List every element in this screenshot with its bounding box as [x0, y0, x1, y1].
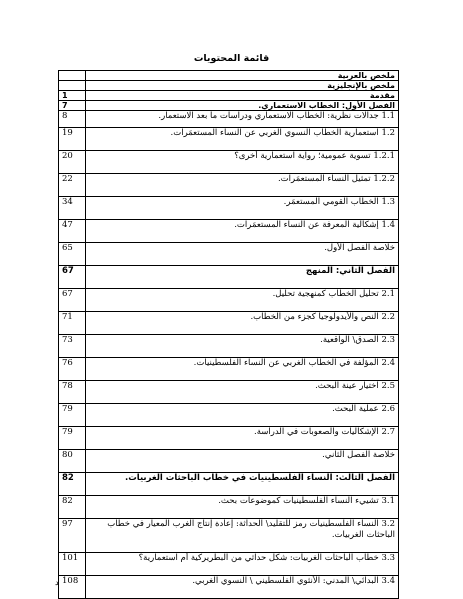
table-row — [59, 111, 399, 128]
table-row — [59, 128, 399, 151]
entry-title-cell: ملخص بالعربية — [86, 71, 399, 81]
page-number-cell: 71 — [59, 312, 86, 335]
table-row — [59, 312, 399, 335]
table-row — [59, 553, 399, 576]
page-number-cell — [59, 81, 86, 91]
table-row — [59, 358, 399, 381]
page-number-cell: 73 — [59, 335, 86, 358]
page-number-cell: 67 — [59, 266, 86, 289]
entry-title-cell: ملخص بالإنجليزية — [86, 81, 399, 91]
entry-title-cell: 3.4 البدائي\ المدني: الأنثوي الفلسطيني \ النسوي الغربي. — [86, 576, 399, 599]
entry-title-cell: 2.6 عملية البحث. — [86, 404, 399, 427]
page-number-cell: 8 — [59, 111, 86, 128]
page-number-cell: 7 — [59, 101, 86, 111]
table-row — [59, 91, 399, 101]
entry-title-cell: 3.2 النساء الفلسطينيات رمز للتقليد\ الحداثة: إعادة إنتاج الغرب المعيار في خطاب الباحثات الغربيات. — [86, 519, 399, 553]
entry-title-cell: 1.1 جدالات نظرية: الخطاب الاستعماري ودراسات ما بعد الاستعمار. — [86, 111, 399, 128]
table-row — [59, 151, 399, 174]
entry-title-cell: مقدمة — [86, 91, 399, 101]
page-number-cell: 47 — [59, 220, 86, 243]
page-number-cell: 67 — [59, 289, 86, 312]
entry-title-cell: 2.1 تحليل الخطاب كمنهجية تحليل. — [86, 289, 399, 312]
table-row — [59, 220, 399, 243]
entry-title-cell: 1.2 استعمارية الخطاب النسوي الغربي عن النساء المستعمَرات. — [86, 128, 399, 151]
page-number-cell: 76 — [59, 358, 86, 381]
entry-title-cell: 2.5 اختيار عينة البحث. — [86, 381, 399, 404]
entry-title-cell: 3.1 تشييء النساء الفلسطينيات كموضوعات بحث. — [86, 496, 399, 519]
page-number-cell: 20 — [59, 151, 86, 174]
entry-title-cell: 1.3 الخطاب القومي المستعمَر. — [86, 197, 399, 220]
table-row — [59, 450, 399, 473]
page-number-cell: 19 — [59, 128, 86, 151]
table-row — [59, 197, 399, 220]
page-number-cell: 82 — [59, 496, 86, 519]
entry-title-cell: خلاصة الفصل الأول. — [86, 243, 399, 266]
page-number-cell: 108 — [59, 576, 86, 599]
table-row — [59, 71, 399, 81]
page-marker: د — [55, 578, 59, 587]
table-row — [59, 576, 399, 599]
page-number-cell: 79 — [59, 427, 86, 450]
page-number-cell: 79 — [59, 404, 86, 427]
page-number-cell: 34 — [59, 197, 86, 220]
table-row — [59, 519, 399, 553]
table-row — [59, 243, 399, 266]
page-number-cell: 82 — [59, 473, 86, 496]
table-row — [59, 381, 399, 404]
entry-title-cell: 1.2.2 تمثيل النساء المستعمَرات. — [86, 174, 399, 197]
table-row — [59, 266, 399, 289]
entry-title-cell: 2.4 المؤلفة في الخطاب الغربي عن النساء الفلسطينيات. — [86, 358, 399, 381]
entry-title-cell: 3.3 خطاب الباحثات الغربيات: شكل حداثي من البطريركية أم استعمارية؟ — [86, 553, 399, 576]
page-number-cell: 1 — [59, 91, 86, 101]
entry-title-cell: 2.3 الصدق\ الواقعية. — [86, 335, 399, 358]
entry-title-cell: الفصل الثاني: المنهج — [86, 266, 399, 289]
page-number-cell: 65 — [59, 243, 86, 266]
entry-title-cell: 1.2.1 تسوية عمومية؛ رواية استعمارية أخرى؟ — [86, 151, 399, 174]
table-row — [59, 101, 399, 111]
page-number-cell: 101 — [59, 553, 86, 576]
table-row — [59, 404, 399, 427]
table-row — [59, 81, 399, 91]
entry-title-cell: خلاصة الفصل الثاني. — [86, 450, 399, 473]
entry-title-cell: الفصل الثالث: النساء الفلسطينيات في خطاب الباحثات الغربيات. — [86, 473, 399, 496]
entry-title-cell: 2.2 النص والأيدولوجيا كجزء من الخطاب. — [86, 312, 399, 335]
entry-title-cell: 2.7 الإشكاليات والصعوبات في الدراسة. — [86, 427, 399, 450]
page-number-cell: 78 — [59, 381, 86, 404]
page-number-cell: 80 — [59, 450, 86, 473]
page-number-cell: 97 — [59, 519, 86, 553]
entry-title-cell: 1.4 إشكالية المعرفة عن النساء المستعمَرات. — [86, 220, 399, 243]
page-number-cell: 22 — [59, 174, 86, 197]
table-row — [59, 174, 399, 197]
entry-title-cell: الفصل الأول: الخطاب الاستعماري. — [86, 101, 399, 111]
table-row — [59, 335, 399, 358]
table-of-contents — [58, 70, 399, 599]
table-row — [59, 496, 399, 519]
page-title: قائمة المحتويات — [193, 53, 270, 64]
page-number-cell — [59, 71, 86, 81]
table-row — [59, 427, 399, 450]
table-row — [59, 289, 399, 312]
table-row — [59, 473, 399, 496]
